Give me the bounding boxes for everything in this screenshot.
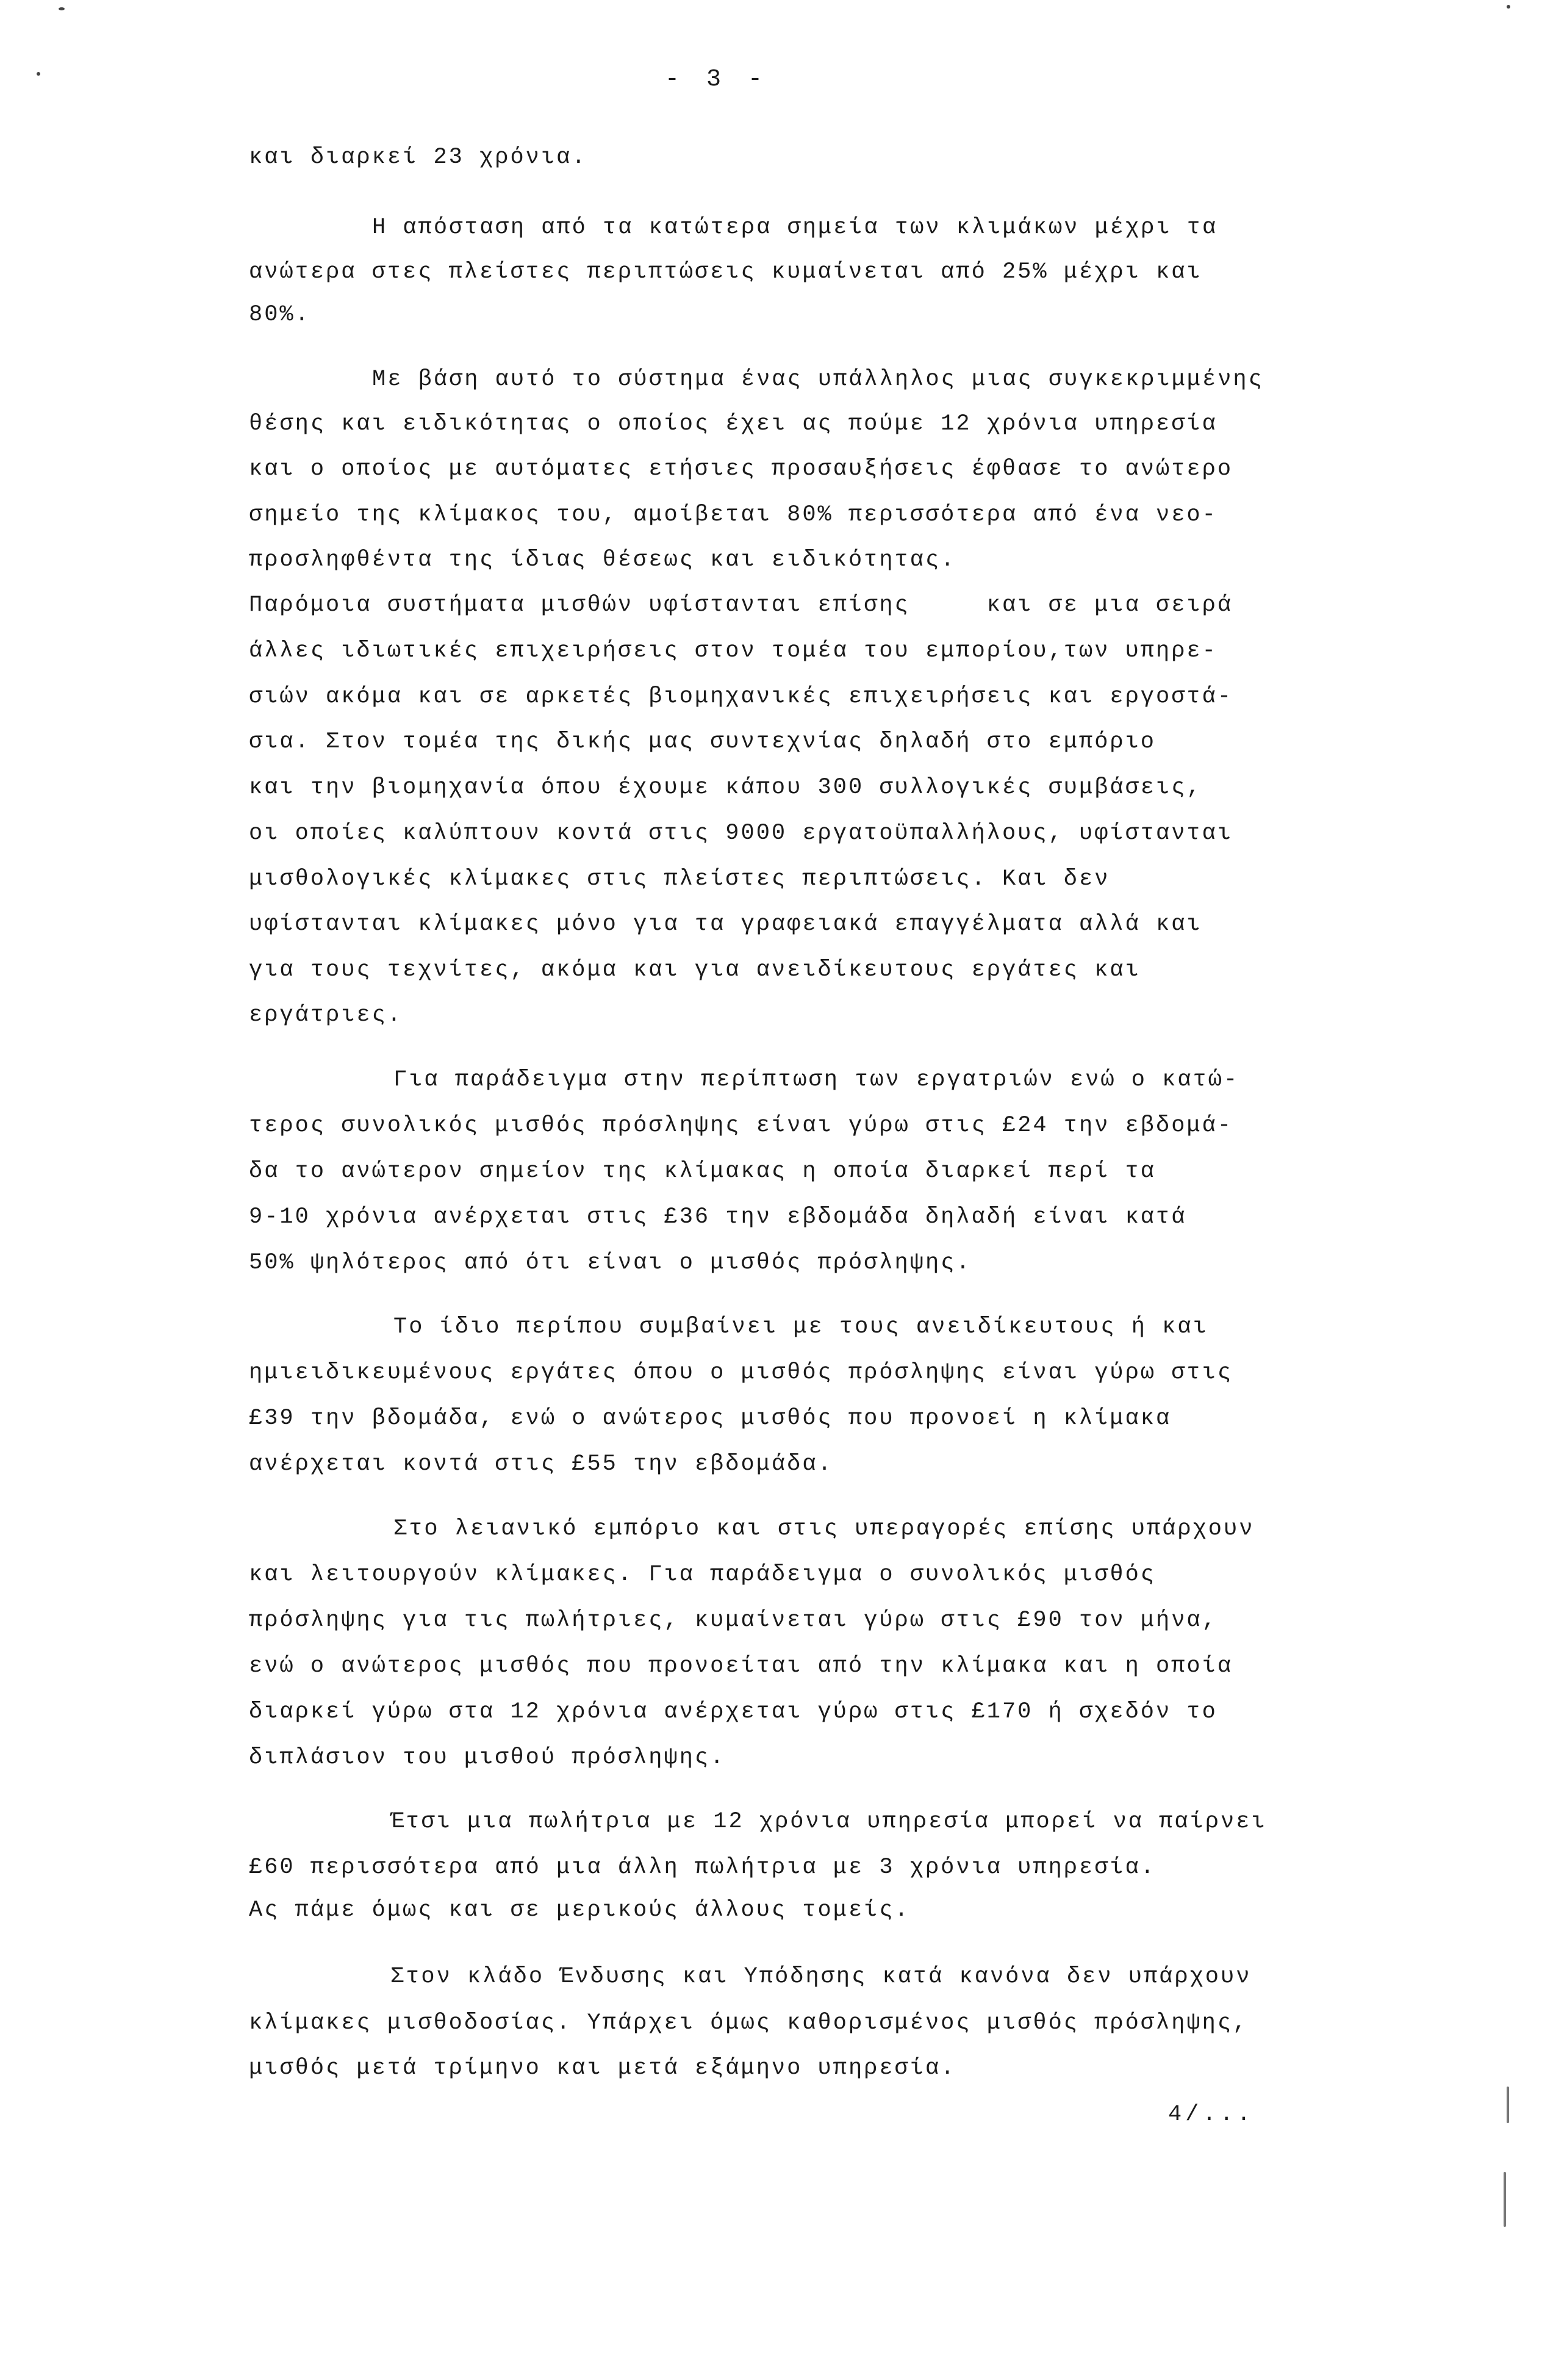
text-line: προσληφθέντα της ίδιας θέσεως και ειδικότητας. xyxy=(249,547,956,573)
text-line: εργάτριες. xyxy=(249,1002,403,1028)
text-line: Το ίδιο περίπου συμβαίνει με τους ανειδίκευτους ή και xyxy=(393,1314,1208,1340)
text-line: άλλες ιδιωτικές επιχειρήσεις στον τομέα του εμπορίου,των υπηρε- xyxy=(249,638,1217,664)
text-line: θέσης και ειδικότητας ο οποίος έχει ας πούμε 12 χρόνια υπηρεσία xyxy=(249,411,1217,437)
text-line: ανώτερα στες πλείστες περιπτώσεις κυμαίνεται από 25% μέχρι και xyxy=(249,259,1202,285)
continuation-reference: 4/... xyxy=(1168,2102,1255,2127)
text-line: και την βιομηχανία όπου έχουμε κάπου 300 συλλογικές συμβάσεις, xyxy=(249,775,1202,800)
text-line: ανέρχεται κοντά στις £55 την εβδομάδα. xyxy=(249,1451,833,1477)
text-line: τερος συνολικός μισθός πρόσληψης είναι γύρω στις £24 την εβδομά- xyxy=(249,1113,1233,1138)
scan-speck xyxy=(1507,5,1510,9)
scan-speck xyxy=(1504,2172,1506,2227)
text-line: 50% ψηλότερος από ότι είναι ο μισθός πρόσληψης. xyxy=(249,1250,972,1276)
scan-speck xyxy=(37,72,40,76)
text-line: Η απόσταση από τα κατώτερα σημεία των κλιμάκων μέχρι τα xyxy=(372,215,1218,240)
text-line: Με βάση αυτό το σύστημα ένας υπάλληλος μιας συγκεκριμμένης xyxy=(372,367,1264,392)
text-line: σημείο της κλίμακος του, αμοίβεται 80% περισσότερα από ένα νεο- xyxy=(249,502,1217,528)
text-line: Ας πάμε όμως και σε μερικούς άλλους τομείς. xyxy=(249,1897,910,1923)
text-line: 80%. xyxy=(249,302,310,328)
text-line: Παρόμοια συστήματα μισθών υφίστανται επίσης και σε μια σειρά xyxy=(249,592,1233,618)
text-line: σιών ακόμα και σε αρκετές βιομηχανικές επιχειρήσεις και εργοστά- xyxy=(249,684,1233,710)
text-line: πρόσληψης για τις πωλήτριες, κυμαίνεται γύρω στις £90 τον μήνα, xyxy=(249,1608,1217,1633)
text-line: ημιειδικευμένους εργάτες όπου ο μισθός πρόσληψης είναι γύρω στις xyxy=(249,1360,1233,1386)
text-line: Στον κλάδο Ένδυσης και Υπόδησης κατά κανόνα δεν υπάρχουν xyxy=(390,1964,1252,1990)
text-line: υφίστανται κλίμακες μόνο για τα γραφειακά επαγγέλματα αλλά και xyxy=(249,911,1202,937)
text-line: Έτσι μια πωλήτρια με 12 χρόνια υπηρεσία μπορεί να παίρνει xyxy=(390,1809,1267,1835)
scan-speck xyxy=(59,7,65,10)
text-line: για τους τεχνίτες, ακόμα και για ανειδίκευτους εργάτες και xyxy=(249,957,1141,983)
scan-speck xyxy=(1507,2087,1509,2123)
text-line: £60 περισσότερα από μια άλλη πωλήτρια με 3 χρόνια υπηρεσία. xyxy=(249,1855,1156,1880)
text-line: διπλάσιον του μισθού πρόσληψης. xyxy=(249,1745,726,1771)
text-line: 9-10 χρόνια ανέρχεται στις £36 την εβδομάδα δηλαδή είναι κατά xyxy=(249,1204,1187,1230)
text-line: οι οποίες καλύπτουν κοντά στις 9000 εργατοϋπαλλήλους, υφίστανται xyxy=(249,821,1233,846)
text-line: ενώ ο ανώτερος μισθός που προνοείται από την κλίμακα και η οποία xyxy=(249,1653,1233,1679)
text-line: Στο λειανικό εμπόριο και στις υπεραγορές επίσης υπάρχουν xyxy=(393,1516,1255,1542)
text-line: και διαρκεί 23 χρόνια. xyxy=(249,145,587,170)
text-line: δα το ανώτερον σημείον της κλίμακας η οποία διαρκεί περί τα xyxy=(249,1159,1156,1184)
text-line: μισθός μετά τρίμηνο και μετά εξάμηνο υπηρεσία. xyxy=(249,2055,956,2081)
text-line: £39 την βδομάδα, ενώ ο ανώτερος μισθός που προνοεί η κλίμακα xyxy=(249,1406,1172,1431)
text-line: και λειτουργούν κλίμακες. Για παράδειγμα ο συνολικός μισθός xyxy=(249,1562,1156,1587)
text-line: κλίμακες μισθοδοσίας. Υπάρχει όμως καθορισμένος μισθός πρόσληψης, xyxy=(249,2010,1249,2036)
page-number: - 3 - xyxy=(665,66,769,93)
text-line: και ο οποίος με αυτόματες ετήσιες προσαυξήσεις έφθασε το ανώτερο xyxy=(249,456,1233,482)
text-line: μισθολογικές κλίμακες στις πλείστες περιπτώσεις. Και δεν xyxy=(249,866,1110,892)
text-line: διαρκεί γύρω στα 12 χρόνια ανέρχεται γύρω στις £170 ή σχεδόν το xyxy=(249,1699,1217,1725)
text-line: σια. Στον τομέα της δικής μας συντεχνίας δηλαδή στο εμπόριο xyxy=(249,729,1156,755)
text-line: Για παράδειγμα στην περίπτωση των εργατριών ενώ ο κατώ- xyxy=(393,1067,1239,1093)
